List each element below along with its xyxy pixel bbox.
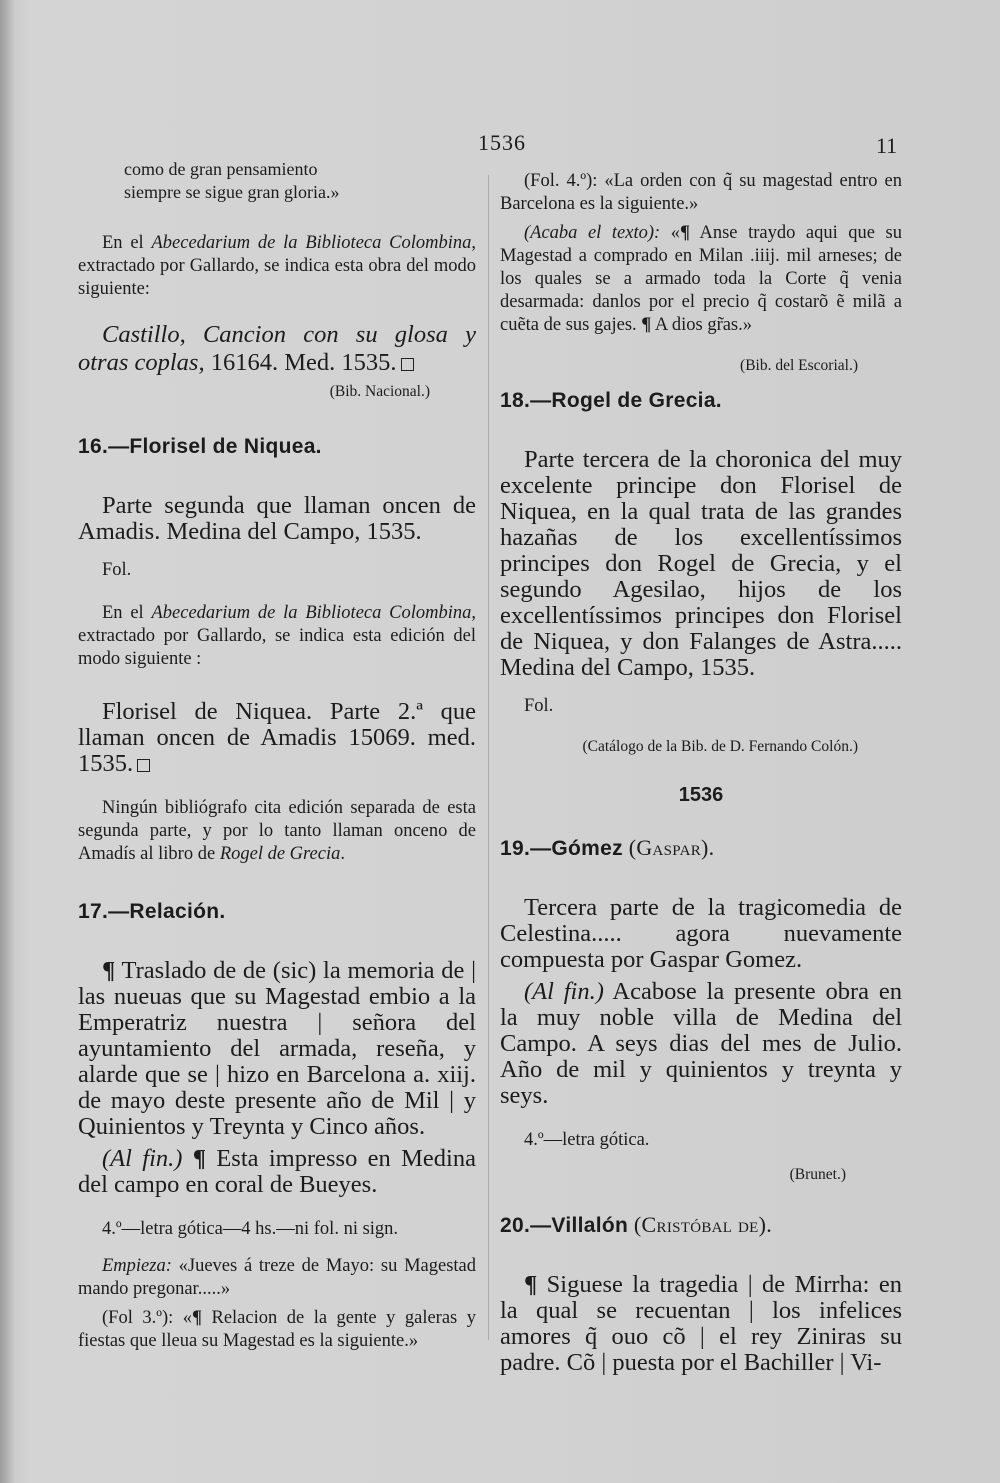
pilcrow-icon: ¶ [192, 1308, 202, 1328]
pilcrow-icon: ¶ [679, 223, 690, 243]
entry-paragraph [78, 699, 476, 777]
reference: (Catálogo de la Bib. de D. Fernando Colón.) [582, 738, 858, 755]
italic-label: (Acaba el texto): [524, 223, 661, 243]
entry-title: Florisel de Niquea. [129, 435, 322, 458]
entry-paragraph [78, 958, 476, 1140]
entry-paragraph: Parte tercera de la choronica del muy excelente principe don Florisel de Niquea, en la qual trata de las grandes hazañas de los excellentíssimos principes don Rogel de Grecia, y el segundo Agesilao, hijos de los excellentíssimos principes don Florisel de Niquea, y don Falanges de Astra..... Medina del Campo, 1535. [500, 446, 902, 681]
pilcrow-icon: ¶ [102, 957, 116, 984]
text: Ningún bibliógrafo cita edición separada de esta segunda parte, y por lo tanto llaman onceno de Amadís al libro de [78, 798, 476, 864]
italic-title: Abecedarium de la Biblioteca Colombina [151, 603, 472, 623]
italic-label: (Al fin.) [102, 1145, 183, 1172]
format-note: 4.º—letra gótica. [524, 1130, 650, 1150]
column-divider [488, 175, 489, 1340]
paragraph [78, 1307, 476, 1353]
square-mark-icon [401, 358, 414, 371]
paragraph [78, 1255, 476, 1301]
entry-title: Rogel de Grecia. [551, 389, 722, 412]
dash: — [530, 1214, 552, 1237]
entry-number: 16. [78, 435, 109, 458]
text: Esta impresso en Medina del campo en coral de Bueyes. [78, 1145, 476, 1198]
paragraph [500, 222, 902, 337]
entry-title: Villalón [551, 1214, 629, 1237]
verse-block [78, 158, 476, 204]
dash: — [108, 900, 130, 923]
italic-title: Castillo, Cancion con su glosa y otras coplas, [78, 321, 476, 376]
right-column [500, 170, 902, 1376]
text: Siguese la tragedia | de Mirrha: en la qual se recuentan | los infelices amores q̃ ouo cõ | el rey Ziniras su padre. Cõ | puesta por el Bachiller | Vi- [500, 1271, 902, 1376]
running-header-year: 1536 [478, 130, 526, 155]
text: En el [102, 233, 152, 253]
italic-label: Empieza: [102, 1256, 172, 1276]
text: Relacion de la gente y galeras y fiestas que lleua su Magestad es la siguiente.» [78, 1308, 476, 1351]
italic-title: Abecedarium de la Biblioteca Colombina [151, 233, 472, 253]
reference: (Bib. Nacional.) [329, 383, 430, 400]
entry-number: 18. [500, 389, 531, 412]
verse-line: como de gran pensamiento [124, 159, 318, 179]
text: « [660, 223, 680, 243]
text: , extractado por Gallardo, se indica esta obra del modo siguiente: [78, 233, 477, 299]
dash: — [108, 435, 130, 458]
entry-number: 20. [500, 1214, 531, 1237]
left-column [78, 158, 476, 1353]
reference: (Brunet.) [789, 1166, 846, 1183]
entry-paragraph [78, 1146, 476, 1198]
text: (Fol 3.º): « [102, 1308, 192, 1328]
entry-paragraph [500, 1272, 902, 1376]
text: Florisel de Niquea. Parte 2.ª que llaman oncen de Amadis 15069. med. 1535. [78, 698, 476, 777]
entry-subtitle: (Gaspar). [622, 835, 715, 860]
text: Traslado de de (sic) la memoria de | las nueuas que su Magestad embio a la Emperatriz nuestra | señora del ayuntamiento del armada, reseña, y alarde que se | hizo en Barcelona a. xiij. de mayo deste presente año de Mil | y Quinientos y Treynta y Cinco años. [78, 957, 476, 1140]
entry-subtitle: (Cristóbal de). [628, 1212, 773, 1237]
text: «Jueves á treze de Mayo: su Magestad mando pregonar.....» [78, 1256, 476, 1299]
text: 16164. Med. 1535. [204, 349, 397, 376]
dash: — [530, 837, 552, 860]
dash: — [530, 389, 552, 412]
entry-paragraph [500, 979, 902, 1109]
paragraph [78, 797, 476, 866]
verse-line: siempre se sigue gran gloria.» [124, 182, 340, 202]
page-number: 11 [876, 133, 898, 158]
entry-heading-20 [500, 1212, 902, 1238]
entry-paragraph [78, 321, 476, 377]
entry-paragraph: Tercera parte de la tragicomedia de Celestina..... agora nuevamente compuesta por Gaspar Gomez. [500, 894, 902, 973]
paragraph: (Fol. 4.º): «La orden con q̃ su magestad entro en Barcelona es la siguiente.» [500, 171, 902, 214]
pilcrow-icon: ¶ [524, 1271, 538, 1298]
text: Acabose la presente obra en la muy noble villa de Medina del Campo. A seys dias del mes de Julio. Año de mil y quinientos y treynta y seys. [500, 978, 902, 1109]
reference: (Bib. del Escorial.) [740, 357, 858, 374]
text: En el [102, 603, 152, 623]
text: Anse traydo aqui que su Magestad a comprado en Milan .iiij. mil arneses; de los quales se a armado toda la Corte q̃ venia desarmada: danlos por el precio q̃ costarõ ẽ milã a cuẽta de sus gajes. [500, 223, 903, 335]
entry-heading-16 [78, 435, 476, 459]
entry-heading-18 [500, 389, 902, 413]
italic-label: (Al fin.) [524, 978, 604, 1005]
pilcrow-icon: ¶ [182, 1145, 206, 1172]
entry-title: Gómez [551, 837, 623, 860]
text: . [340, 844, 345, 864]
entry-title: Relación. [129, 900, 226, 923]
text: A dios gr̃as.» [651, 315, 753, 335]
format-note: 4.º—letra gótica—4 hs.—ni fol. ni sign. [102, 1219, 399, 1239]
text: , extractado por Gallardo, se indica esta edición del modo siguiente : [78, 603, 477, 669]
paragraph [78, 602, 476, 671]
format-note: Fol. [102, 560, 132, 580]
entry-number: 17. [78, 900, 109, 923]
square-mark-icon [137, 759, 150, 772]
entry-paragraph: Parte segunda que llaman oncen de Amadis. Medina del Campo, 1535. [78, 492, 476, 545]
page-fold-shadow [0, 0, 14, 1483]
entry-heading-17 [78, 900, 476, 924]
pilcrow-icon: ¶ [636, 315, 652, 335]
entry-number: 19. [500, 837, 531, 860]
entry-heading-19 [500, 835, 902, 861]
italic-title: Rogel de Grecia [219, 844, 341, 864]
paragraph [78, 232, 476, 301]
year-heading: 1536 [678, 784, 724, 806]
format-note: Fol. [524, 696, 554, 716]
